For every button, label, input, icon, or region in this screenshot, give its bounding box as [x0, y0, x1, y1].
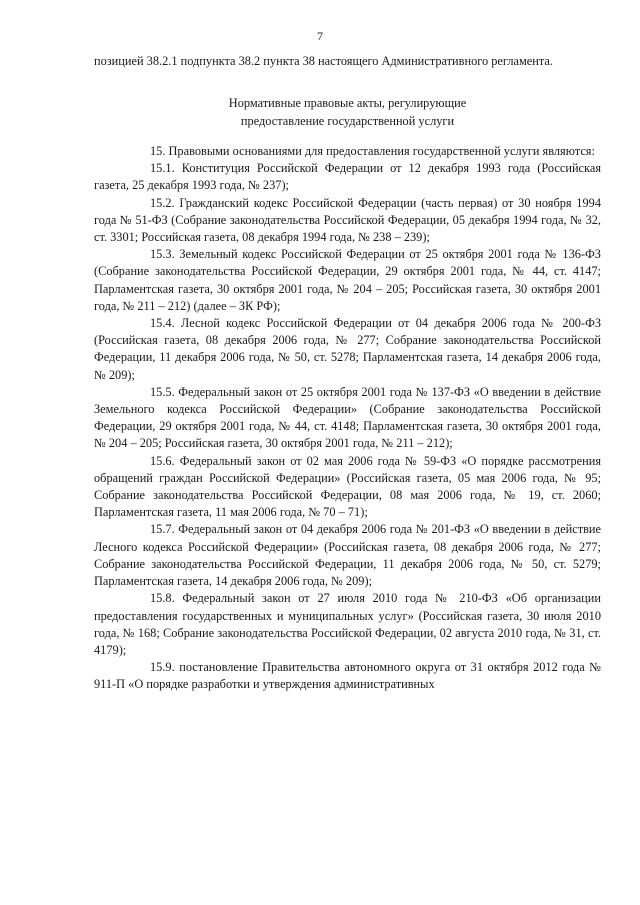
clause-15-4: 15.4. Лесной кодекс Российской Федерации от 04 декабря 2006 года № 200-ФЗ (Российская газета, 08 декабря 2006 года, № 277; Собрание законодательства Российской Федерации, 11 декабря 2006 года, № 50, ст. 5278; Парламентская газета, 14 декабря 2006 года, № 209);	[94, 316, 601, 382]
clause-15-8: 15.8. Федеральный закон от 27 июля 2010 года № 210-ФЗ «Об организации предоставления государственных и муниципальных услуг» (Российская газета, 30 июля 2010 года, № 168; Собрание законодательства Российской Федерации, 02 августа 2010 года, № 31, ст. 4179);	[94, 591, 601, 657]
clause-15-1: 15.1. Конституция Российской Федерации от 12 декабря 1993 года (Российская газета, 25 декабря 1993 года, № 237);	[94, 161, 601, 193]
clause-15-7: 15.7. Федеральный закон от 04 декабря 2006 года № 201-ФЗ «О введении в действие Лесного кодекса Российской Федерации» (Российская газета, 08 декабря 2006 года, № 277; Собрание законодательства Российской Федерации, 11 декабря 2006 года, № 50, ст. 5279; Парламентская газета, 14 декабря 2006 года, № 209);	[94, 522, 601, 589]
section-heading-line-1: Нормативные правовые акты, регулирующие	[228, 96, 467, 111]
section-heading	[94, 95, 601, 130]
page-number: 7	[317, 29, 323, 43]
document-body	[94, 53, 601, 694]
clause-15-intro: 15. Правовыми основаниями для предоставления государственной услуги являются:	[150, 144, 595, 159]
clause-15-6: 15.6. Федеральный закон от 02 мая 2006 года № 59-ФЗ «О порядке рассмотрения обращений граждан Российской Федерации» (Российская газета, 05 мая 2006 года, № 95; Собрание законодательства Российской Федерации, 08 мая 2006 года, № 19, ст. 2060; Парламентская газета, 11 мая 2006 года, № 70 – 71);	[94, 453, 601, 520]
clause-15-3: 15.3. Земельный кодекс Российской Федерации от 25 октября 2001 года № 136-ФЗ (Собрание законодательства Российской Федерации, 29 октября 2001 года, № 44, ст. 4147; Парламентская газета, 30 октября 2001 года, № 204 – 205; Российская газета, 30 октября 2001 года, № 211 – 212) (далее – ЗК РФ);	[94, 247, 601, 313]
continuation-paragraph: позицией 38.2.1 подпункта 38.2 пункта 38 настоящего Административного регламента.	[94, 54, 553, 68]
clause-15-9: 15.9. постановление Правительства автономного округа от 31 октября 2012 года № 911-П «О порядке разработки и утверждения административных	[94, 660, 601, 692]
section-heading-line-2: предоставление государственной услуги	[240, 113, 455, 128]
clause-15-5: 15.5. Федеральный закон от 25 октября 2001 года № 137-ФЗ «О введении в действие Земельного кодекса Российской Федерации» (Собрание законодательства Российской Федерации, 29 октября 2001 года, № 44, ст. 4148; Парламентская газета, 30 октября 2001 года, № 204 – 205; Российская газета, 30 октября 2001 года, № 211 – 212);	[94, 384, 601, 451]
clause-15-2: 15.2. Гражданский кодекс Российской Федерации (часть первая) от 30 ноября 1994 года № 51-ФЗ (Собрание законодательства Российской Федерации, 05 декабря 1994 года, № 32, ст. 3301; Российская газета, 08 декабря 1994 года, № 238 – 239);	[94, 195, 601, 245]
